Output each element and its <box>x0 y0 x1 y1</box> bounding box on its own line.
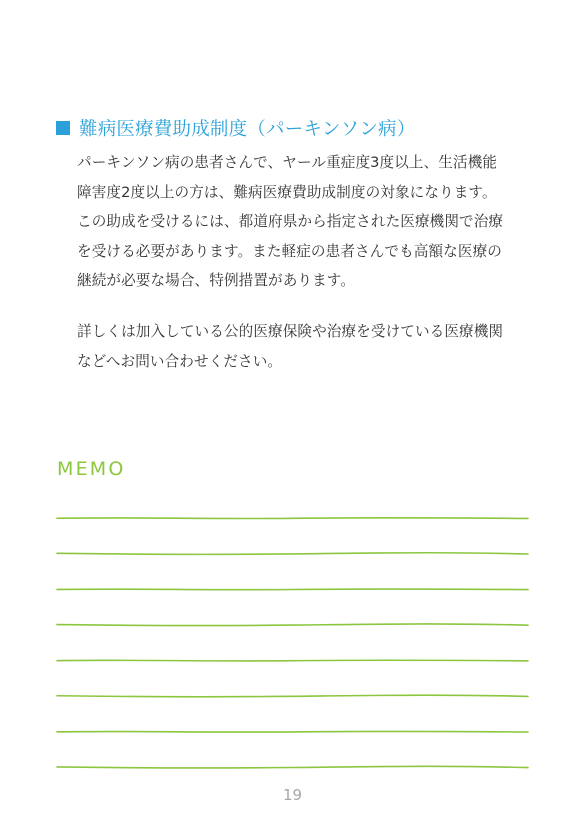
memo-lines-svg <box>56 500 529 770</box>
paragraph-line: 継続が必要な場合、特例措置があります。 <box>77 272 356 290</box>
memo-title: MEMO <box>57 458 126 480</box>
contact-paragraph <box>77 317 547 376</box>
paragraph-line: を受ける必要があります。また軽症の患者さんでも高額な医療の <box>77 242 502 260</box>
memo-line <box>57 660 528 661</box>
memo-line <box>57 553 528 555</box>
memo-line <box>57 589 528 590</box>
paragraph-line: 詳しくは加入している公的医療保険や治療を受けている医療機関 <box>77 323 504 340</box>
heading-text: 難病医療費助成制度（パーキンソン病） <box>79 119 416 140</box>
paragraph-line: この助成を受けるには、都道府県から指定された医療機関で治療 <box>77 213 504 231</box>
memo-line <box>57 518 528 519</box>
memo-line <box>57 731 528 732</box>
page-number: 19 <box>282 786 303 804</box>
paragraph-line: パーキンソン病の患者さんで、ヤール重症度3度以上、生活機能 <box>77 154 498 171</box>
paragraph-line: などへお問い合わせください。 <box>77 352 283 370</box>
memo-line <box>57 695 528 697</box>
section-heading <box>56 115 415 141</box>
memo-lines <box>56 500 529 770</box>
paragraph-line: 障害度2度以上の方は、難病医療費助成制度の対象になります。 <box>77 183 497 201</box>
intro-paragraph <box>77 148 547 296</box>
memo-line <box>57 766 528 768</box>
square-bullet-icon <box>56 121 70 135</box>
memo-line <box>57 624 528 626</box>
